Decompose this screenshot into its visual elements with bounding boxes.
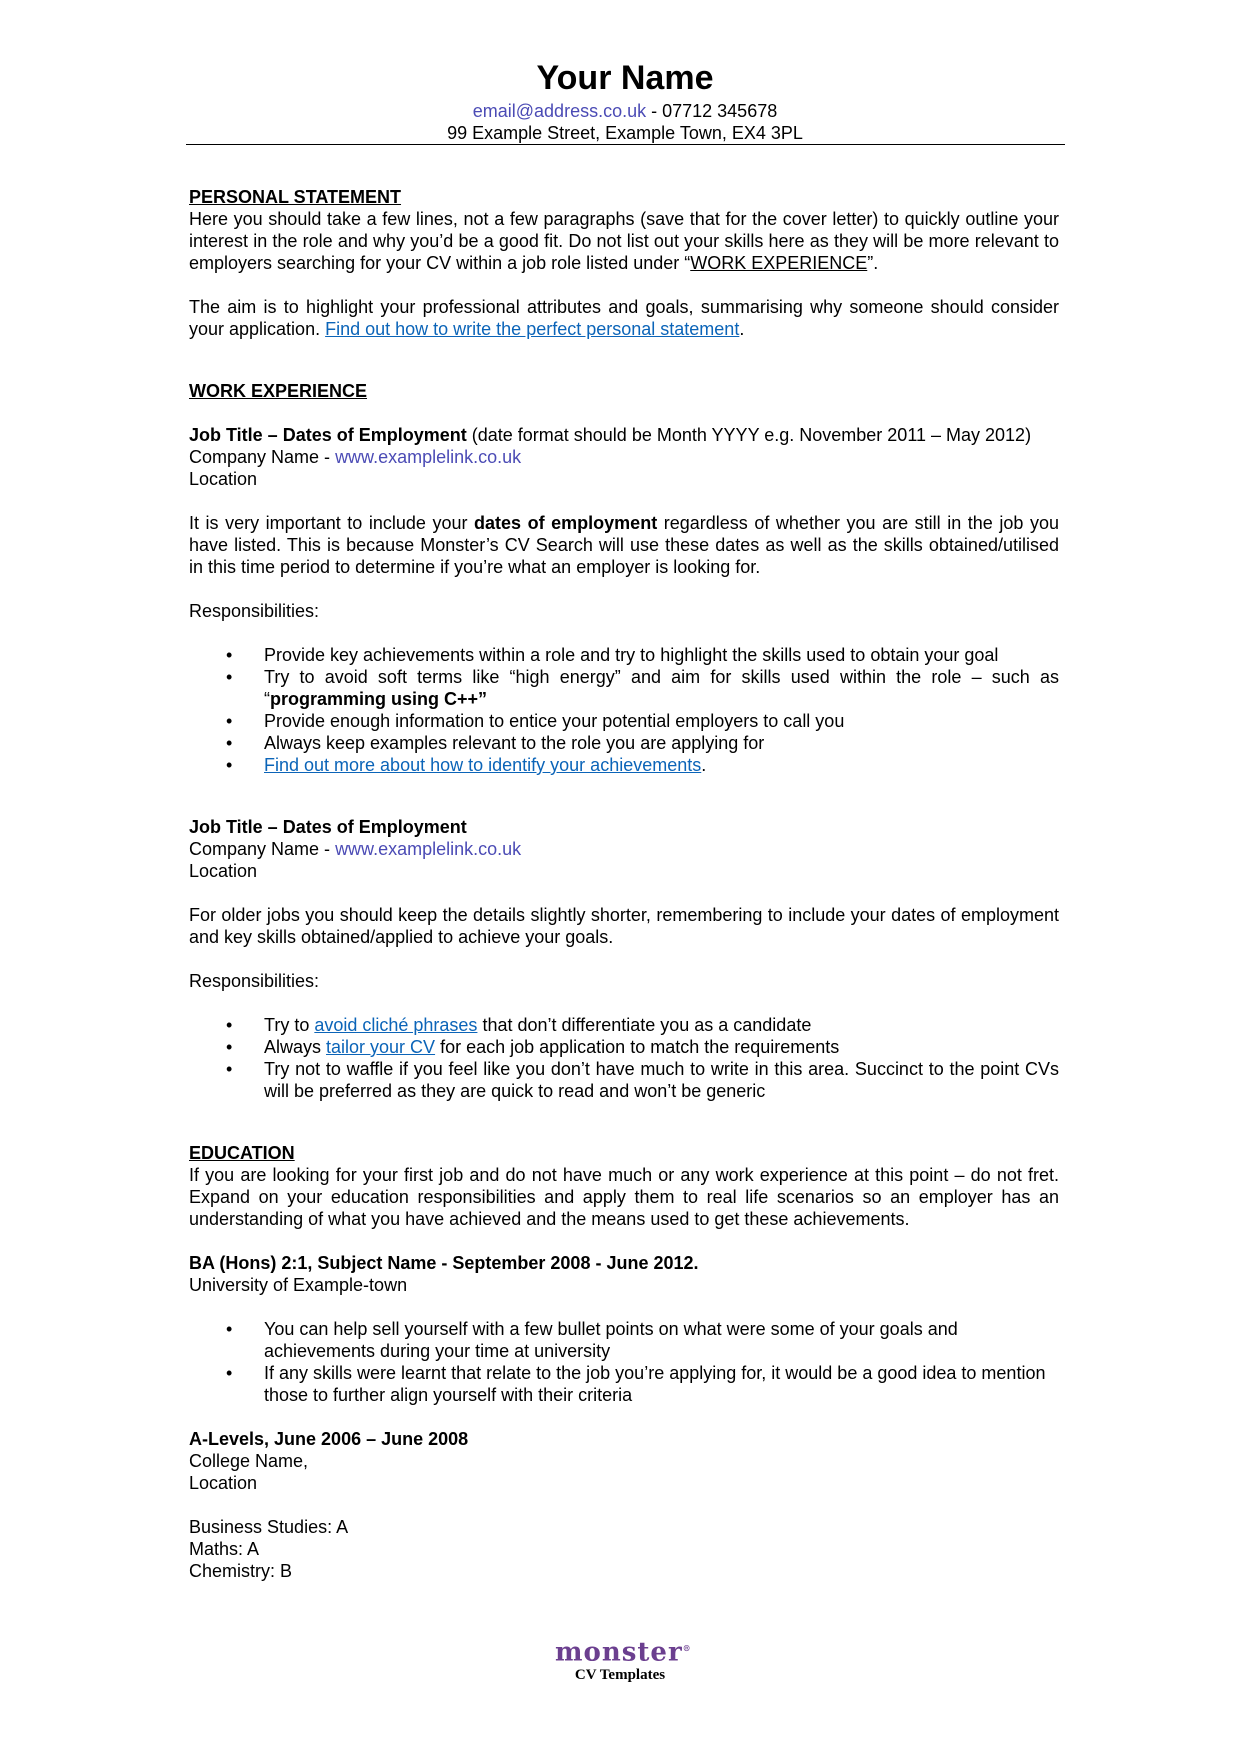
candidate-name: Your Name	[536, 59, 714, 97]
university-name: University of Example-town	[189, 1275, 408, 1295]
job1-responsibilities-list	[189, 644, 1059, 776]
college-location: Location	[189, 1473, 258, 1493]
job2-description: For older jobs you should keep the details slightly shorter, remembering to include your dates of employment and key skills obtained/applied to achieve your goals.	[189, 905, 1059, 947]
job2-title: Job Title – Dates of Employment	[189, 817, 467, 837]
personal-statement-p1: Here you should take a few lines, not a few paragraphs (save that for the cover letter) to quickly outline your interest in the role and why you’d be a good fit. Do not list out your skills here as they will be more relevant to employers searching for your CV within a job role listed under “WORK EXPERIENCE”.	[189, 209, 1059, 273]
monster-logo: monster®	[555, 1637, 692, 1668]
list-item: • Try to avoid cliché phrases that don’t differentiate you as a candidate	[189, 1014, 1059, 1036]
header-divider	[186, 144, 1065, 145]
grade-business-studies: Business Studies: A	[189, 1517, 349, 1537]
list-item: • You can help sell yourself with a few bullet points on what were some of your goals and achievements during your time at university	[189, 1318, 1059, 1362]
monster-footer	[555, 1634, 692, 1683]
job2-title-line	[189, 816, 1059, 838]
job1-date-note: (date format should be Month YYYY e.g. November 2011 – May 2012)	[466, 425, 1032, 445]
education-list	[189, 1318, 1059, 1406]
contact-line	[189, 100, 1061, 122]
tailor-cv-link[interactable]: tailor your CV	[326, 1037, 436, 1057]
grade-chemistry: Chemistry: B	[189, 1561, 293, 1581]
job1-title-line	[189, 424, 1059, 446]
job2-responsibilities-label: Responsibilities:	[189, 971, 320, 991]
degree-title: BA (Hons) 2:1, Subject Name - September 2008 - June 2012.	[189, 1253, 699, 1273]
job1-title: Job Title – Dates of Employment	[189, 425, 467, 445]
education-intro: If you are looking for your first job and do not have much or any work experience at this point – do not fret. Expand on your education responsibilities and apply them to real life scenarios so an employer has an understanding of what you have achieved and the means used to get these achievements.	[189, 1165, 1059, 1229]
job1-location: Location	[189, 469, 258, 489]
college-name: College Name,	[189, 1451, 309, 1471]
cv-body	[189, 186, 1059, 1582]
list-item: • If any skills were learnt that relate to the job you’re applying for, it would be a good idea to mention those to further align yourself with their criteria	[189, 1362, 1059, 1406]
achievements-link[interactable]: Find out more about how to identify your achievements	[264, 755, 702, 775]
cliche-phrases-link[interactable]: avoid cliché phrases	[314, 1015, 478, 1035]
job1-company: Company Name - www.examplelink.co.uk	[189, 447, 522, 467]
list-item: • Try not to waffle if you feel like you don’t have much to write in this area. Succinct to the point CVs will be preferred as they are quick to read and won’t be generic	[189, 1058, 1059, 1102]
email-link[interactable]: email@address.co.uk	[472, 101, 647, 121]
address-line: 99 Example Street, Example Town, EX4 3PL	[447, 123, 803, 143]
list-item: • Always tailor your CV for each job application to match the requirements	[189, 1036, 1059, 1058]
grade-maths: Maths: A	[189, 1539, 260, 1559]
job2-responsibilities-list	[189, 1014, 1059, 1102]
personal-statement-link[interactable]: Find out how to write the perfect personal statement	[325, 319, 740, 339]
cv-templates-label: CV Templates	[574, 1666, 666, 1683]
job1-website-link[interactable]: www.examplelink.co.uk	[335, 447, 522, 467]
list-item: • Provide enough information to entice your potential employers to call you	[189, 710, 1059, 732]
list-item: • Always keep examples relevant to the role you are applying for	[189, 732, 1059, 754]
registered-mark: ®	[682, 1643, 692, 1653]
cv-header	[189, 0, 1061, 144]
personal-statement-p2: The aim is to highlight your professional attributes and goals, summarising why someone should consider your application. Find out how to write the perfect personal statement.	[189, 297, 1059, 339]
alevels-title: A-Levels, June 2006 – June 2008	[189, 1429, 469, 1449]
section-title-education: EDUCATION	[189, 1143, 295, 1163]
list-item: • Provide key achievements within a role and try to highlight the skills used to obtain your goal	[189, 644, 1059, 666]
job1-responsibilities-label: Responsibilities:	[189, 601, 320, 621]
phone-number: - 07712 345678	[646, 101, 778, 121]
section-title-work-experience: WORK EXPERIENCE	[189, 381, 368, 401]
list-item: • Try to avoid soft terms like “high energy” and aim for skills used within the role – such as “programming using C++”	[189, 666, 1059, 710]
list-item: • Find out more about how to identify your achievements.	[189, 754, 1059, 776]
job2-location: Location	[189, 861, 258, 881]
job2-website-link[interactable]: www.examplelink.co.uk	[335, 839, 522, 859]
section-title-personal-statement: PERSONAL STATEMENT	[189, 187, 402, 207]
job2-company: Company Name - www.examplelink.co.uk	[189, 839, 522, 859]
work-experience-ref: WORK EXPERIENCE	[690, 253, 868, 273]
job1-description: It is very important to include your dates of employment regardless of whether you are still in the job you have listed. This is because Monster’s CV Search will use these dates as well as the skills obtained/utilised in this time period to determine if you’re what an employer is looking for.	[189, 513, 1059, 577]
